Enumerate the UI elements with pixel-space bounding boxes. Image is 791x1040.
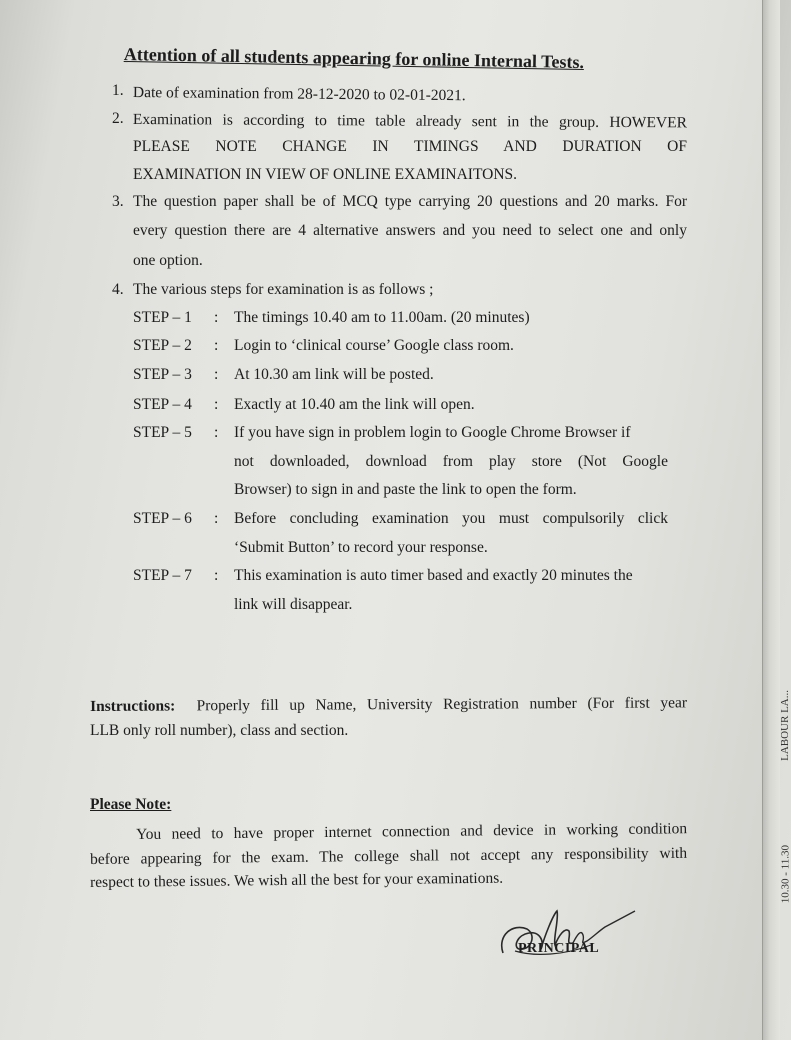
instructions-text-1: Properly fill up Name, University Registration number (For first year	[196, 694, 688, 715]
step-7-colon: :	[214, 567, 219, 584]
step-6-text-line-2: ‘Submit Button’ to record your response.	[234, 539, 488, 556]
item-2-number: 2.	[112, 110, 124, 127]
item-3-line-2: every question there are 4 alternative answers and you need to select one and only	[133, 222, 687, 239]
instructions-line-1	[90, 694, 687, 716]
step-5-text-line-2: not downloaded, download from play store (Not Google	[234, 453, 668, 470]
instructions-line-2: LLB only roll number), class and section.	[90, 722, 349, 739]
step-7-text-line-2: link will disappear.	[234, 596, 353, 613]
step-5-text-line-1: If you have sign in problem login to Google Chrome Browser if	[234, 424, 631, 441]
step-4-colon: :	[214, 396, 219, 413]
step-7-text-line-1: This examination is auto timer based and exactly 20 minutes the	[234, 567, 633, 584]
step-1-text: The timings 10.40 am to 11.00am. (20 minutes)	[234, 309, 530, 326]
item-1-number: 1.	[112, 82, 124, 99]
step-2-colon: :	[214, 337, 219, 354]
item-4-text: The various steps for examination is as follows ;	[133, 281, 434, 298]
step-4-label: STEP – 4	[133, 396, 192, 413]
step-5-text-line-3: Browser) to sign in and paste the link to open the form.	[234, 481, 577, 498]
note-heading: Please Note:	[90, 796, 172, 813]
instructions-label: Instructions:	[90, 697, 176, 715]
note-line-2: before appearing for the exam. The college shall not accept any responsibility with	[90, 844, 688, 868]
item-2-line-2: PLEASE NOTE CHANGE IN TIMINGS AND DURATION OF	[133, 138, 687, 155]
page-title: Attention of all students appearing for online Internal Tests.	[123, 44, 585, 73]
item-3-line-1: The question paper shall be of MCQ type carrying 20 questions and 20 marks. For	[133, 193, 687, 210]
step-3-colon: :	[214, 366, 219, 383]
note-line-1: You need to have proper internet connection and device in working condition	[136, 820, 688, 843]
step-4-text: Exactly at 10.40 am the link will open.	[234, 396, 475, 413]
edge-text-bottom: 10.30 - 11.30	[779, 845, 791, 904]
step-6-colon: :	[214, 510, 219, 527]
step-3-label: STEP – 3	[133, 366, 192, 383]
step-6-label: STEP – 6	[133, 510, 192, 527]
principal-signature	[495, 905, 640, 975]
item-2-line-3: EXAMINATION IN VIEW OF ONLINE EXAMINAITONS.	[133, 166, 518, 183]
note-line-3: respect to these issues. We wish all the best for your examinations.	[90, 869, 504, 891]
step-5-colon: :	[214, 424, 219, 441]
step-1-label: STEP – 1	[133, 309, 192, 326]
item-3-line-3: one option.	[133, 252, 203, 269]
background-paper-edge	[762, 0, 791, 1040]
item-4-number: 4.	[112, 281, 124, 298]
step-5-label: STEP – 5	[133, 424, 192, 441]
item-3-number: 3.	[112, 193, 124, 210]
step-2-label: STEP – 2	[133, 337, 192, 354]
item-2-line-1: Examination is according to time table already sent in the group. HOWEVER	[132, 111, 687, 132]
step-6-text-line-1: Before concluding examination you must compulsorily click	[234, 510, 668, 527]
item-1-text: Date of examination from 28-12-2020 to 02-01-2021.	[132, 84, 466, 105]
step-7-label: STEP – 7	[133, 567, 192, 584]
principal-label: PRINCIPAL	[518, 941, 600, 956]
step-3-text: At 10.30 am link will be posted.	[234, 366, 434, 383]
step-1-colon: :	[214, 309, 219, 326]
step-2-text: Login to ‘clinical course’ Google class room.	[234, 337, 514, 354]
edge-text-top: LABOUR LA...	[779, 690, 791, 761]
